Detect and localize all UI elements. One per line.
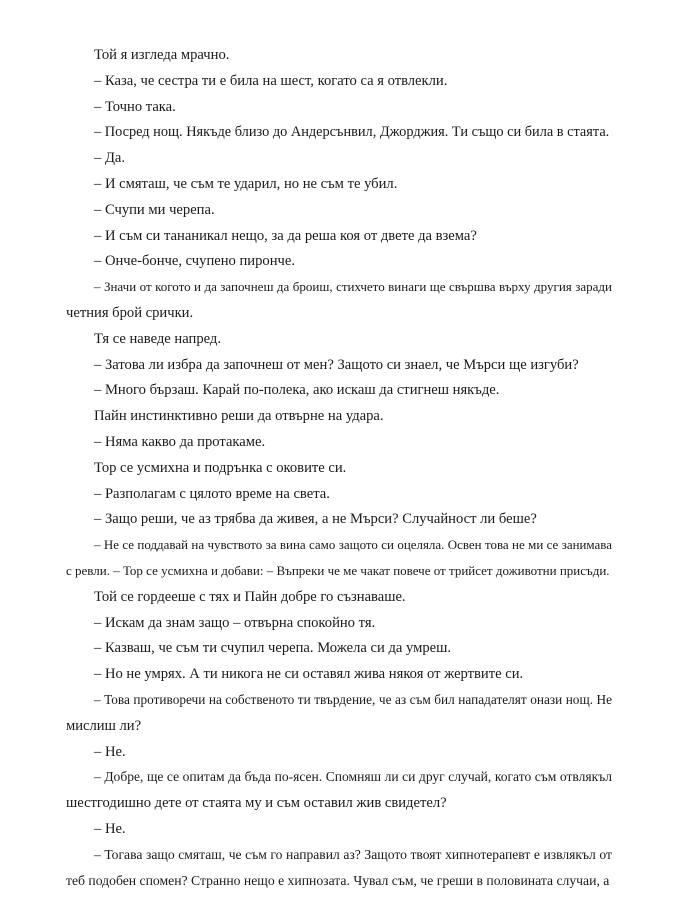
text-line: – Посред нощ. Някъде близо до Андерсънвил, Джорджия. Ти също си била в стаята. bbox=[94, 124, 610, 141]
text-line: – Не. bbox=[94, 821, 126, 837]
text-line: – И съм си тананикал нещо, за да реша коя от двете да взема? bbox=[94, 227, 477, 244]
text-line: четния брой срички. bbox=[66, 305, 194, 321]
text-line: Той я изгледа мрачно. bbox=[94, 47, 230, 63]
text-line: – Не. bbox=[94, 743, 126, 760]
text-line: – Не се поддавай на чувството за вина само защото си оцеляла. Освен това не ми се занимава bbox=[94, 537, 612, 553]
text-line: – Защо реши, че аз трябва да живея, а не Мърси? Случайност ли беше? bbox=[94, 511, 537, 528]
text-line: – Счупи ми черепа. bbox=[94, 201, 215, 218]
text-line: – Казваш, че съм ти счупил черепа. Можела си да умреш. bbox=[94, 640, 452, 657]
text-line: Тор се усмихна и подрънка с оковите си. bbox=[94, 459, 347, 476]
text-line: – Да. bbox=[94, 150, 126, 167]
text-line: – Значи от когото и да започнеш да броиш, стихчето винаги ще свършва върху другия заради bbox=[94, 279, 612, 295]
text-line: – Но не умрях. А ти никога не си оставял жива някоя от жертвите си. bbox=[94, 666, 524, 683]
text-line: – Онче-бонче, счупено пиронче. bbox=[94, 253, 295, 270]
text-line: – Няма какво да протакаме. bbox=[94, 434, 266, 450]
text-line: – Много бързаш. Карай по-полека, ако искаш да стигнеш някъде. bbox=[94, 382, 500, 399]
text-line: Тя се наведе напред. bbox=[94, 330, 221, 347]
text-line: – Добре, ще се опитам да бъда по-ясен. Спомняш ли си друг случай, когато съм отвлякъл bbox=[94, 769, 612, 785]
text-line: – Искам да знам защо – отвърна спокойно тя. bbox=[94, 614, 376, 631]
text-line: – Каза, че сестра ти е била на шест, когато са я отвлекли. bbox=[94, 72, 448, 89]
text-line: – Точно така. bbox=[94, 98, 176, 115]
text-line: мислиш ли? bbox=[66, 717, 142, 734]
text-line: – Това противоречи на собственото ти твърдение, че аз съм бил нападателят онази нощ. Не bbox=[94, 692, 612, 707]
text-line: с ревли. – Тор се усмихна и добави: – Въпреки че ме чакат повече от трийсет доживотни присъди. bbox=[66, 563, 610, 578]
text-line: Той се гордееше с тях и Пайн добре го съзнаваше. bbox=[94, 588, 406, 605]
text-line: Пайн инстинктивно реши да отвърне на удара. bbox=[94, 408, 384, 425]
text-line: – Тогава защо смяташ, че съм го направил аз? Защото твоят хипнотерапевт е извлякъл от bbox=[94, 846, 612, 862]
text-line: шестгодишно дете от стаята му и съм оставил жив свидетел? bbox=[66, 795, 447, 812]
text-line: – Затова ли избра да започнеш от мен? Защото си знаел, че Мърси ще изгуби? bbox=[94, 356, 579, 373]
text-line: теб подобен спомен? Странно нещо е хипнозата. Чувал съм, че греши в половината случаи, а bbox=[66, 872, 610, 888]
text-line: – Разполагам с цялото време на света. bbox=[94, 485, 330, 502]
text-line: – И смяташ, че съм те ударил, но не съм те убил. bbox=[94, 176, 398, 192]
